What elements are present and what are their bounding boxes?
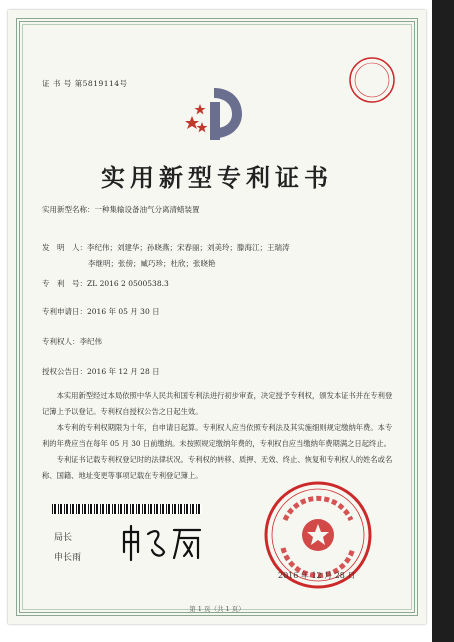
patentee-label: 专利权人： [42, 337, 80, 346]
utility-model-name-row [42, 204, 200, 215]
certificate-body [42, 388, 398, 484]
inventor-label: 发 明 人： [42, 243, 87, 252]
barcode [52, 504, 202, 514]
patent-number-value: ZL 2016 2 0500538.3 [87, 279, 169, 288]
seal-date: 2016 年 12 月 28 日 [278, 571, 356, 580]
grant-date-value: 2016 年 12 月 28 日 [87, 367, 160, 376]
signatory-name: 申长雨 [54, 553, 82, 563]
corner-stamp-icon [348, 56, 396, 104]
inventor-row-2 [88, 258, 216, 269]
certificate-title: 实用新型专利证书 [101, 163, 333, 192]
certificate-page [8, 10, 426, 624]
certificate-number: 证 书 号 第5819114号 [42, 79, 128, 88]
filing-date-label: 专利申请日： [42, 307, 87, 316]
handwritten-signature-icon [118, 522, 208, 562]
patentee-value: 李纪伟 [79, 337, 102, 346]
inventor-row [42, 242, 290, 253]
signatory-title: 局长 [54, 533, 73, 543]
filing-date-row [42, 306, 160, 317]
grant-date-row [42, 366, 160, 377]
scan-edge [432, 0, 454, 642]
filing-date-value: 2016 年 05 月 30 日 [87, 307, 160, 316]
patent-number-label: 专 利 号： [42, 279, 87, 288]
grant-date-label: 授权公告日： [42, 367, 87, 376]
inventor-value-line1: 李纪伟；刘建华；孙晓燕；宋春丽；刘美玲；滕海江；王瑞涛 [87, 243, 290, 252]
patent-number-row [42, 278, 169, 289]
utility-model-name-value: 一种集输设备油气分离清蜡装置 [94, 205, 200, 214]
body-paragraph: 本专利的专利权期限为十年，自申请日起算。专利权人应当依照专利法及其实施细则规定缴纳年费。本专利的年费应当在每年 05 月 30 日前缴纳。未按照规定缴纳年费的，专利权自应当缴纳年费期满之日起终止。 [42, 423, 393, 448]
utility-model-name-label: 实用新型名称： [42, 205, 95, 214]
patent-office-logo-icon [180, 82, 250, 144]
patentee-row [42, 336, 102, 347]
page-number: 第 1 页（共 1 页） [189, 605, 245, 613]
body-paragraph: 专利证书记载专利权登记时的法律状况。专利权的转移、质押、无效、终止、恢复和专利权人的姓名或名称、国籍、地址变更等事项记载在专利登记簿上。 [42, 455, 393, 480]
inventor-value-line2: 李继明；张傍；臧巧珍；杜欣；张晓艳 [88, 259, 216, 268]
body-paragraph: 本实用新型经过本局依照中华人民共和国专利法进行初步审查，决定授予专利权，颁发本证书并在专利登记簿上予以登记。专利权自授权公告之日起生效。 [42, 391, 393, 416]
